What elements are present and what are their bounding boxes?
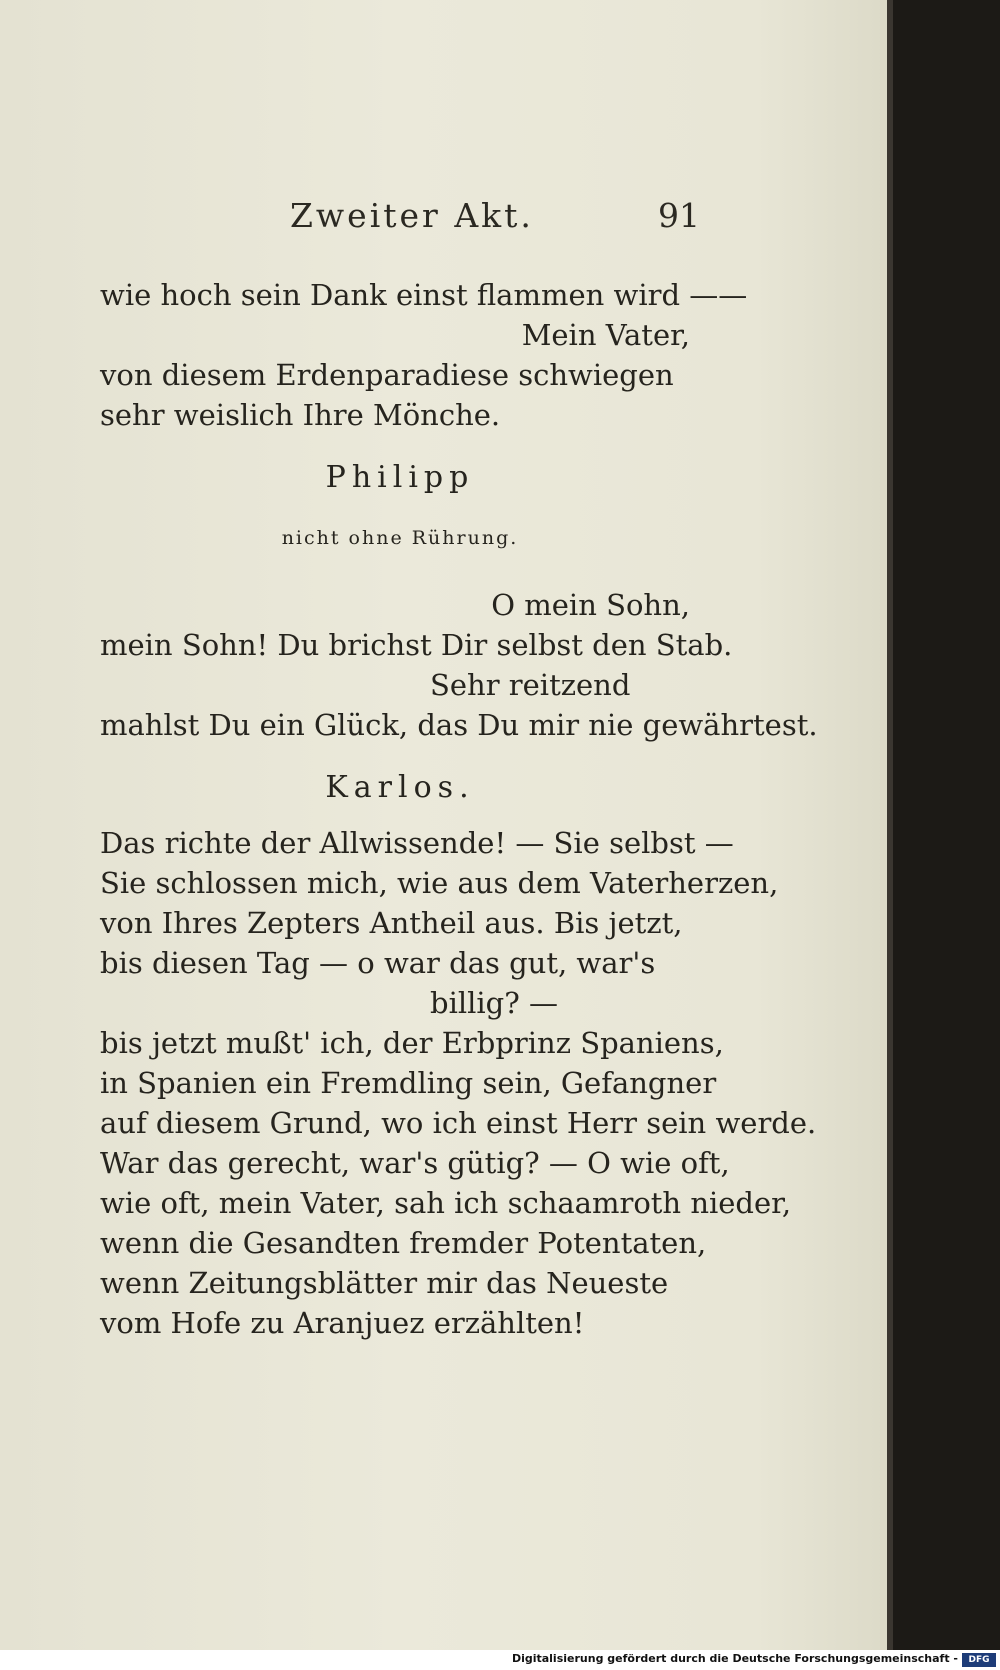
speaker-name: Philipp	[325, 460, 475, 495]
speaker-name: Karlos.	[325, 770, 475, 805]
verse-line: wie hoch sein Dank einst flammen wird ——	[100, 278, 748, 312]
verse-line: mein Sohn! Du brichst Dir selbst den Stab.	[100, 628, 733, 662]
verse-line: wie oft, mein Vater, sah ich schaamroth nieder,	[100, 1186, 792, 1220]
verse-line: Sehr reitzend	[430, 668, 631, 702]
stage-direction: nicht ohne Rührung.	[281, 527, 519, 549]
verse-line: auf diesem Grund, wo ich einst Herr sein werde.	[100, 1106, 817, 1140]
verse-line: in Spanien ein Fremdling sein, Gefangner	[100, 1066, 717, 1100]
page-number: 91	[658, 196, 700, 235]
verse-line: sehr weislich Ihre Mönche.	[100, 398, 501, 432]
page-text	[100, 275, 818, 1343]
verse-line: von Ihres Zepters Antheil aus. Bis jetzt,	[100, 906, 683, 940]
verse-line: Das richte der Allwissende! — Sie selbst —	[100, 826, 734, 860]
verse-line: O mein Sohn,	[491, 588, 690, 622]
verse-line: Mein Vater,	[521, 318, 690, 352]
verse-line: wenn die Gesandten fremder Potentaten,	[100, 1226, 707, 1260]
dfg-logo-icon: DFG	[962, 1653, 996, 1667]
verse-line: mahlst Du ein Glück, das Du mir nie gewährtest.	[100, 708, 818, 742]
verse-line: War das gerecht, war's gütig? — O wie oft,	[100, 1146, 730, 1180]
spacer	[100, 563, 700, 585]
verse-line: wenn Zeitungsblätter mir das Neueste	[100, 1266, 669, 1300]
digitization-footer	[0, 1650, 1000, 1670]
verse-line: vom Hofe zu Aranjuez erzählten!	[100, 1306, 585, 1340]
verse-line: von diesem Erdenparadiese schwiegen	[100, 358, 674, 392]
page-header	[0, 196, 893, 236]
running-head: Zweiter Akt.	[290, 196, 534, 235]
verse-line: bis diesen Tag — o war das gut, war's	[100, 946, 656, 980]
verse-line: bis jetzt mußt' ich, der Erbprinz Spaniens,	[100, 1026, 724, 1060]
funding-credit: Digitalisierung gefördert durch die Deutsche Forschungsgemeinschaft -	[511, 1652, 958, 1665]
verse-line: billig? —	[430, 986, 558, 1020]
verse-line: Sie schlossen mich, wie aus dem Vaterherzen,	[100, 866, 779, 900]
